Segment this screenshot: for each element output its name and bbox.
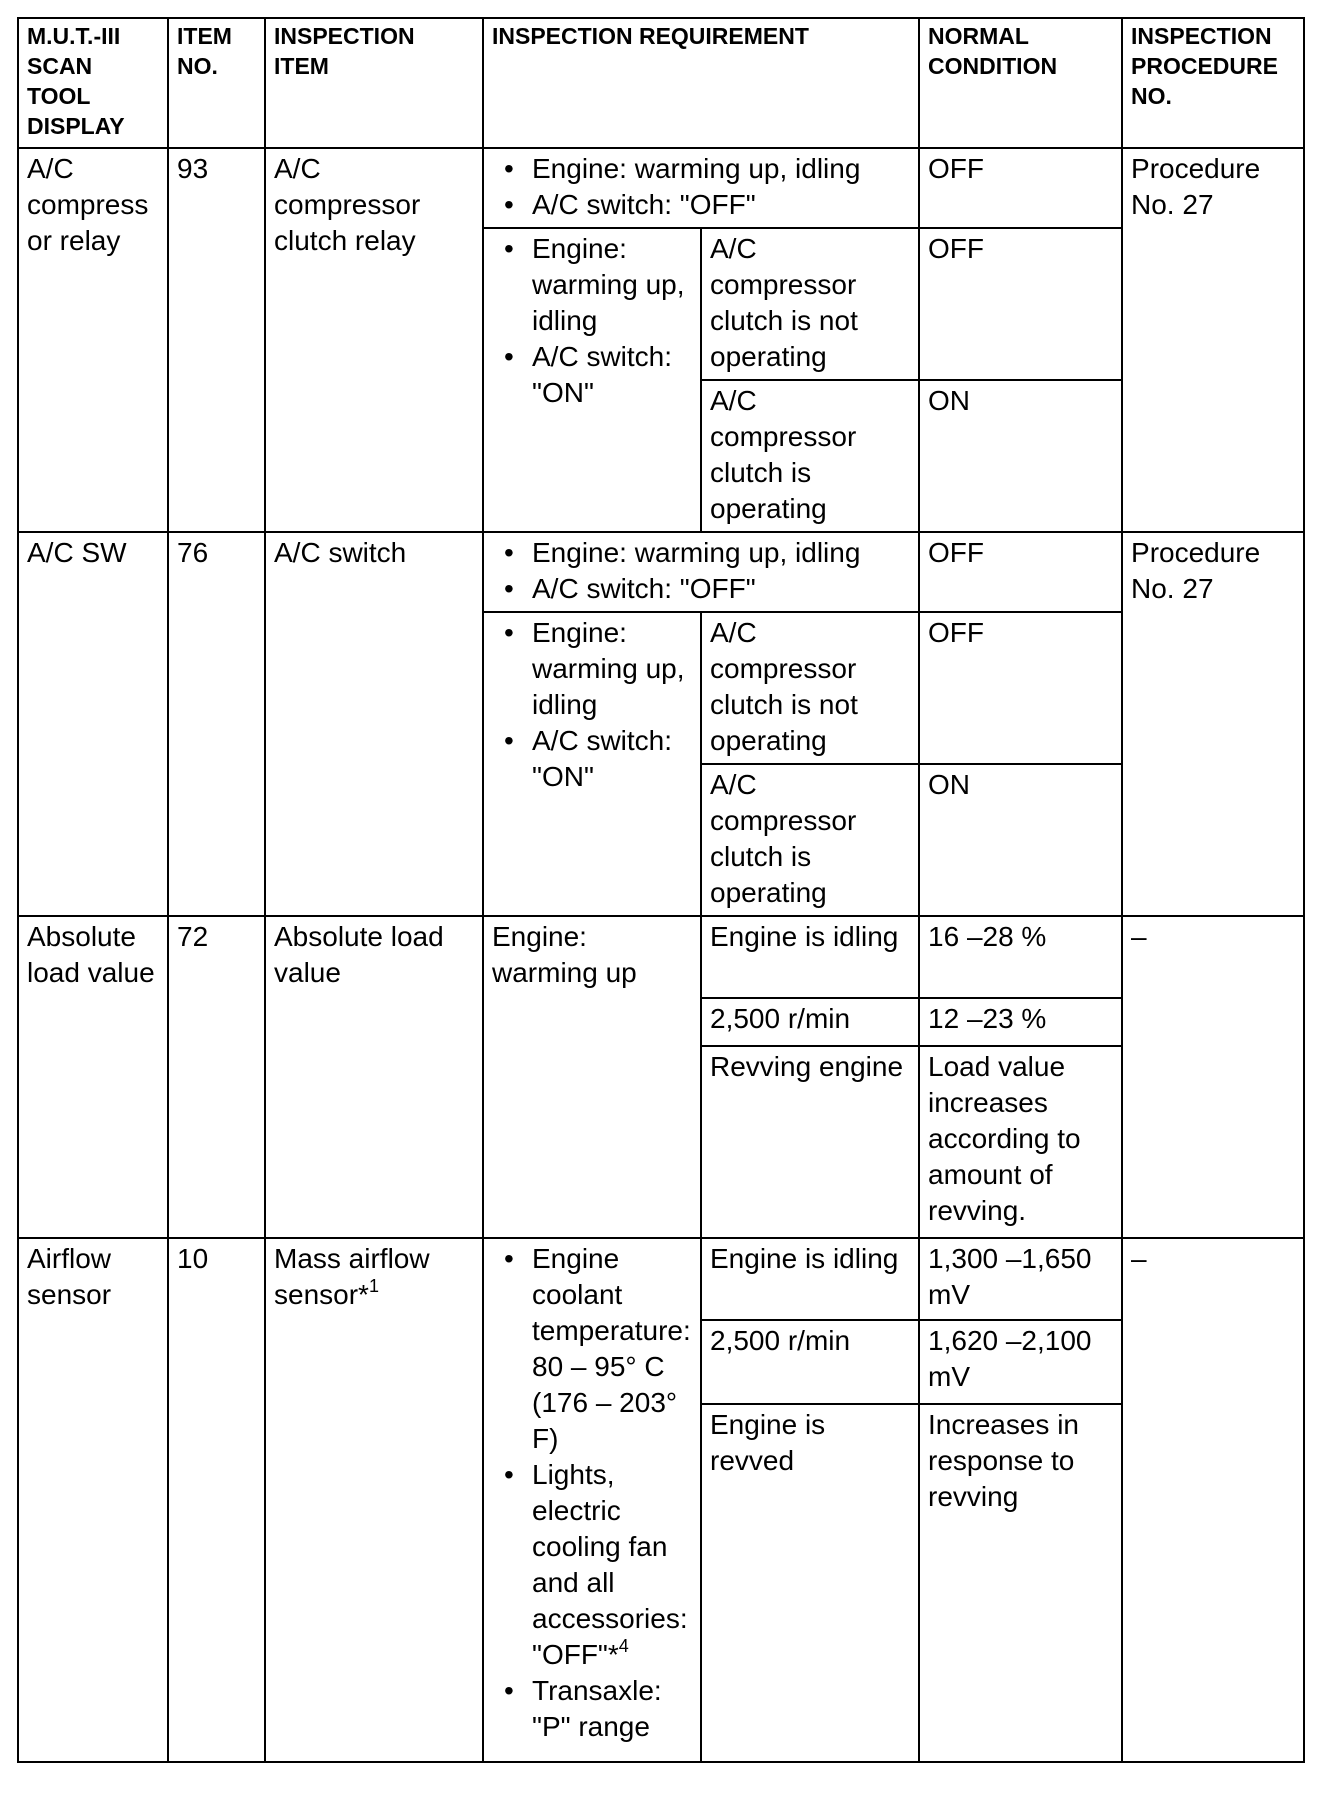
header-item-no: ITEM NO. bbox=[168, 18, 265, 148]
display-cell: Airflow sensor bbox=[18, 1238, 168, 1762]
sub-condition-cell: A/C compressor clutch is operating bbox=[701, 764, 919, 916]
header-inspection-item: INSPECTION ITEM bbox=[265, 18, 483, 148]
normal-condition-cell: Load value increases according to amount of revving. bbox=[919, 1046, 1122, 1238]
item-no-cell: 93 bbox=[168, 148, 265, 532]
sub-condition-cell: Revving engine bbox=[701, 1046, 919, 1238]
normal-condition-cell: ON bbox=[919, 764, 1122, 916]
sub-condition-cell: A/C compressor clutch is operating bbox=[701, 380, 919, 532]
inspection-item-text: Mass airflow sensor* bbox=[274, 1243, 430, 1310]
list-item: • Transaxle: "P" range bbox=[492, 1673, 692, 1745]
requirement-cell: Engine: warming up bbox=[483, 916, 701, 1238]
list-item: • A/C switch: "OFF" bbox=[492, 187, 910, 223]
requirement-list bbox=[492, 535, 910, 607]
procedure-cell: Procedure No. 27 bbox=[1122, 148, 1304, 532]
table-row bbox=[18, 1238, 1304, 1320]
list-item: • A/C switch: "ON" bbox=[492, 339, 692, 411]
header-procedure-no: INSPECTION PROCEDURE NO. bbox=[1122, 18, 1304, 148]
requirement-cell bbox=[483, 612, 701, 916]
requirement-cell bbox=[483, 228, 701, 532]
requirement-list bbox=[492, 231, 692, 411]
inspection-item-cell: A/C switch bbox=[265, 532, 483, 916]
inspection-table bbox=[17, 17, 1305, 1763]
procedure-cell: – bbox=[1122, 916, 1304, 1238]
requirement-list bbox=[492, 151, 910, 223]
normal-condition-cell: OFF bbox=[919, 532, 1122, 612]
display-cell: Absolute load value bbox=[18, 916, 168, 1238]
item-no-cell: 10 bbox=[168, 1238, 265, 1762]
display-cell: A/C SW bbox=[18, 532, 168, 916]
list-item bbox=[492, 1457, 692, 1673]
normal-condition-cell: 16 –28 % bbox=[919, 916, 1122, 998]
procedure-cell: – bbox=[1122, 1238, 1304, 1762]
header-row bbox=[18, 18, 1304, 148]
requirement-list bbox=[492, 615, 692, 795]
requirement-cell bbox=[483, 148, 919, 228]
sub-condition-cell: Engine is idling bbox=[701, 1238, 919, 1320]
normal-condition-cell: 1,300 –1,650 mV bbox=[919, 1238, 1122, 1320]
list-item: • Engine: warming up, idling bbox=[492, 615, 692, 723]
header-requirement: INSPECTION REQUIREMENT bbox=[483, 18, 919, 148]
normal-condition-cell: 1,620 –2,100 mV bbox=[919, 1320, 1122, 1404]
list-item: • A/C switch: "ON" bbox=[492, 723, 692, 795]
requirement-cell bbox=[483, 1238, 701, 1762]
header-normal-condition: NORMAL CONDITION bbox=[919, 18, 1122, 148]
inspection-item-cell: Absolute load value bbox=[265, 916, 483, 1238]
list-item: • A/C switch: "OFF" bbox=[492, 571, 910, 607]
procedure-cell: Procedure No. 27 bbox=[1122, 532, 1304, 916]
normal-condition-cell: OFF bbox=[919, 612, 1122, 764]
list-item-text: Lights, electric cooling fan and all accessories: "OFF"* bbox=[532, 1459, 688, 1670]
list-item: • Engine: warming up, idling bbox=[492, 535, 910, 571]
header-display: M.U.T.-III SCAN TOOL DISPLAY bbox=[18, 18, 168, 148]
footnote-marker: 1 bbox=[368, 1276, 379, 1296]
requirement-cell bbox=[483, 532, 919, 612]
item-no-cell: 72 bbox=[168, 916, 265, 1238]
list-item: • Engine: warming up, idling bbox=[492, 231, 692, 339]
normal-condition-cell: ON bbox=[919, 380, 1122, 532]
display-cell: A/C compress or relay bbox=[18, 148, 168, 532]
list-item: • Engine: warming up, idling bbox=[492, 151, 910, 187]
list-item: • Engine coolant temperature: 80 – 95° C (176 – 203° F) bbox=[492, 1241, 692, 1457]
table-row bbox=[18, 532, 1304, 612]
table-row bbox=[18, 148, 1304, 228]
normal-condition-cell: OFF bbox=[919, 148, 1122, 228]
item-no-cell: 76 bbox=[168, 532, 265, 916]
inspection-item-cell: A/C compressor clutch relay bbox=[265, 148, 483, 532]
footnote-marker: 4 bbox=[618, 1636, 629, 1656]
sub-condition-cell: Engine is idling bbox=[701, 916, 919, 998]
inspection-item-cell bbox=[265, 1238, 483, 1762]
sub-condition-cell: 2,500 r/min bbox=[701, 1320, 919, 1404]
normal-condition-cell: Increases in response to revving bbox=[919, 1404, 1122, 1762]
table-row bbox=[18, 916, 1304, 998]
sub-condition-cell: 2,500 r/min bbox=[701, 998, 919, 1046]
sub-condition-cell: A/C compressor clutch is not operating bbox=[701, 228, 919, 380]
sub-condition-cell: Engine is revved bbox=[701, 1404, 919, 1762]
normal-condition-cell: 12 –23 % bbox=[919, 998, 1122, 1046]
normal-condition-cell: OFF bbox=[919, 228, 1122, 380]
sub-condition-cell: A/C compressor clutch is not operating bbox=[701, 612, 919, 764]
requirement-list bbox=[492, 1241, 692, 1745]
